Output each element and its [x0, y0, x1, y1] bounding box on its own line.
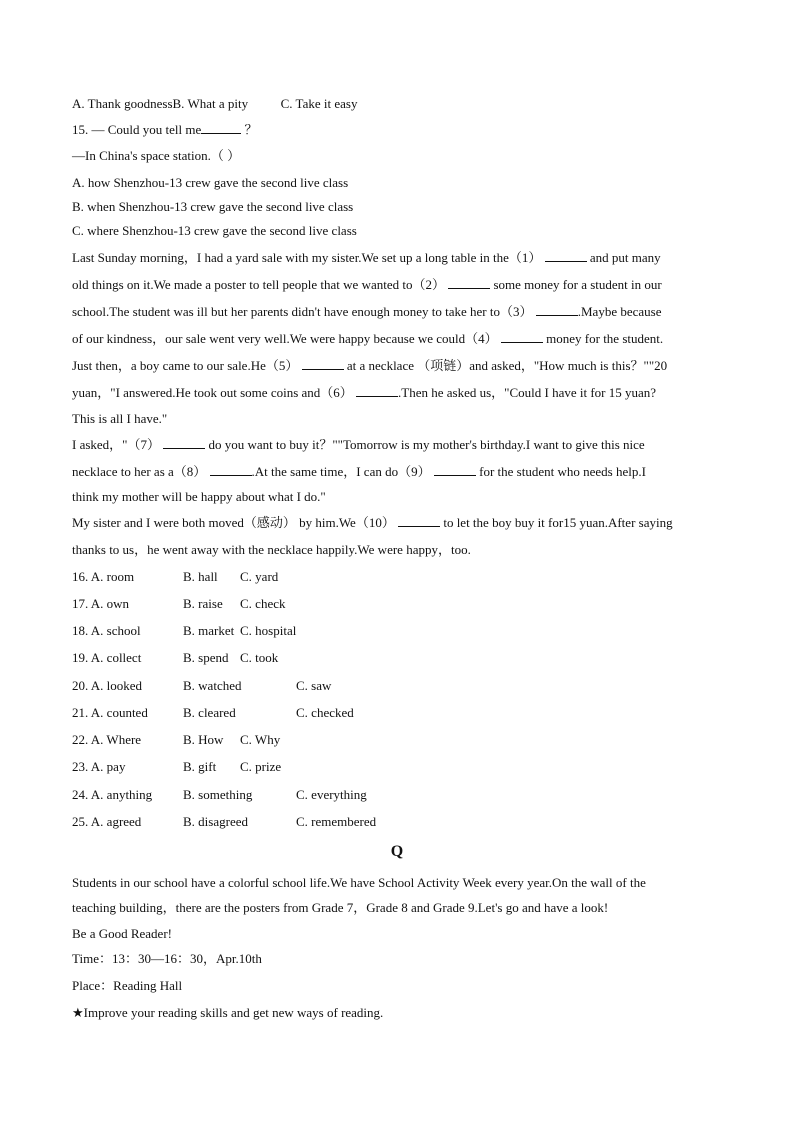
choice-c: C. Why: [240, 732, 281, 747]
passage-line-9: [72, 463, 646, 480]
q15-stem: [72, 121, 258, 138]
choice-b: B. gift: [183, 759, 217, 774]
passage-line-2: [72, 276, 662, 293]
q15-stem-mark: ？: [244, 122, 258, 137]
q15-blank[interactable]: [201, 121, 241, 134]
choice-a: 17. A. own: [72, 596, 130, 611]
passage-text: .At the same time，I can do（9）: [251, 464, 431, 479]
choice-a: 21. A. counted: [72, 705, 148, 720]
choice-a: 18. A. school: [72, 623, 141, 638]
blank-9[interactable]: [434, 463, 476, 476]
choice-c: C. prize: [240, 759, 282, 774]
q15-option-c: C. where Shenzhou-13 crew gave the second live class: [72, 223, 357, 238]
passage-text: and put many: [589, 250, 661, 265]
q14-option-c: C. Take it easy: [280, 96, 358, 111]
blank-8[interactable]: [210, 463, 252, 476]
q15-reply: —In China's space station.（ ）: [72, 148, 241, 163]
choice-b: B. disagreed: [183, 814, 248, 829]
passage-text: yuan，"I answered.He took out some coins and（6）: [72, 385, 353, 400]
choice-c: C. saw: [296, 678, 332, 693]
choice-c: C. hospital: [240, 623, 297, 638]
passage-text: Last Sunday morning，I had a yard sale with my sister.We set up a long table in the（1）: [72, 250, 542, 265]
choice-a: 19. A. collect: [72, 650, 142, 665]
q14-options: [72, 96, 357, 112]
blank-5[interactable]: [302, 357, 344, 370]
choice-b: B. cleared: [183, 705, 236, 720]
blank-7[interactable]: [163, 436, 205, 449]
passage-line-6: [72, 384, 656, 401]
passage-text: do you want to buy it？""Tomorrow is my mother's birthday.I want to give this nice: [208, 437, 645, 452]
choice-a: 23. A. pay: [72, 759, 126, 774]
passage-line-4: [72, 330, 663, 347]
choice-c: C. yard: [240, 569, 279, 584]
passage-text: school.The student was ill but her parents didn't have enough money to take her to（3）: [72, 304, 533, 319]
poster-time: Time：13：30—16：30，Apr.10th: [72, 951, 262, 966]
poster-place: Place：Reading Hall: [72, 978, 183, 993]
q15-option-b: B. when Shenzhou-13 crew gave the second live class: [72, 199, 354, 214]
choice-a: 24. A. anything: [72, 787, 153, 802]
choice-c: C. everything: [296, 787, 367, 802]
choice-b: B. raise: [183, 596, 223, 611]
choice-b: B. How: [183, 732, 224, 747]
q14-option-a: A. Thank goodness: [72, 96, 173, 111]
passage-line-11: [72, 514, 673, 531]
passage-line-5: [72, 357, 667, 374]
blank-10[interactable]: [398, 514, 440, 527]
passage-line-1: [72, 249, 661, 266]
passage-text: necklace to her as a（8）: [72, 464, 207, 479]
passage-text: My sister and I were both moved（感动） by him.We（10）: [72, 515, 395, 530]
passage-text: for the student who needs help.I: [479, 464, 646, 479]
choice-b: B. watched: [183, 678, 242, 693]
passage-line-8: [72, 436, 645, 453]
choice-b: B. market: [183, 623, 235, 638]
choice-c: C. check: [240, 596, 286, 611]
blank-3[interactable]: [536, 303, 578, 316]
passage-text: at a necklace （项链）and asked，"How much is this？""20: [346, 358, 668, 373]
passage-text: money for the student.: [546, 331, 664, 346]
blank-1[interactable]: [545, 249, 587, 262]
section-heading: Q: [390, 843, 404, 860]
choice-c: C. checked: [296, 705, 354, 720]
choice-c: C. took: [240, 650, 279, 665]
passage-text: to let the boy buy it for15 yuan.After saying: [443, 515, 673, 530]
q15-stem-text: 15. — Could you tell me: [72, 122, 202, 137]
choice-b: B. something: [183, 787, 253, 802]
q14-option-b: B. What a pity: [172, 96, 249, 111]
choice-a: 20. A. looked: [72, 678, 143, 693]
choice-c: C. remembered: [296, 814, 377, 829]
poster-title: Be a Good Reader!: [72, 926, 172, 941]
passage-text: .Maybe because: [577, 304, 662, 319]
section-q-para-2: teaching building，there are the posters from Grade 7，Grade 8 and Grade 9.Let's go and have a look!: [72, 900, 609, 915]
blank-6[interactable]: [356, 384, 398, 397]
passage-text: of our kindness，our sale went very well.We were happy because we could（4）: [72, 331, 498, 346]
blank-2[interactable]: [448, 276, 490, 289]
q15-option-a: A. how Shenzhou-13 crew gave the second live class: [72, 175, 349, 190]
passage-line-3: [72, 303, 662, 320]
passage-line-10: think my mother will be happy about what I do.": [72, 489, 326, 504]
passage-text: old things on it.We made a poster to tell people that we wanted to（2）: [72, 277, 445, 292]
choice-a: 16. A. room: [72, 569, 135, 584]
passage-text: I asked，"（7）: [72, 437, 160, 452]
choice-b: B. hall: [183, 569, 218, 584]
passage-line-7: This is all I have.": [72, 411, 168, 426]
passage-line-12: thanks to us，he went away with the necklace happily.We were happy，too.: [72, 542, 471, 557]
passage-text: some money for a student in our: [493, 277, 662, 292]
choice-a: 25. A. agreed: [72, 814, 142, 829]
section-q-para-1: Students in our school have a colorful school life.We have School Activity Week every year.On the wall of the: [72, 875, 646, 890]
poster-bullet: ★Improve your reading skills and get new ways of reading.: [72, 1005, 384, 1020]
passage-text: Just then，a boy came to our sale.He（5）: [72, 358, 299, 373]
passage-text: .Then he asked us，"Could I have it for 15 yuan?: [398, 385, 657, 400]
choice-a: 22. A. Where: [72, 732, 142, 747]
blank-4[interactable]: [501, 330, 543, 343]
choice-b: B. spend: [183, 650, 229, 665]
